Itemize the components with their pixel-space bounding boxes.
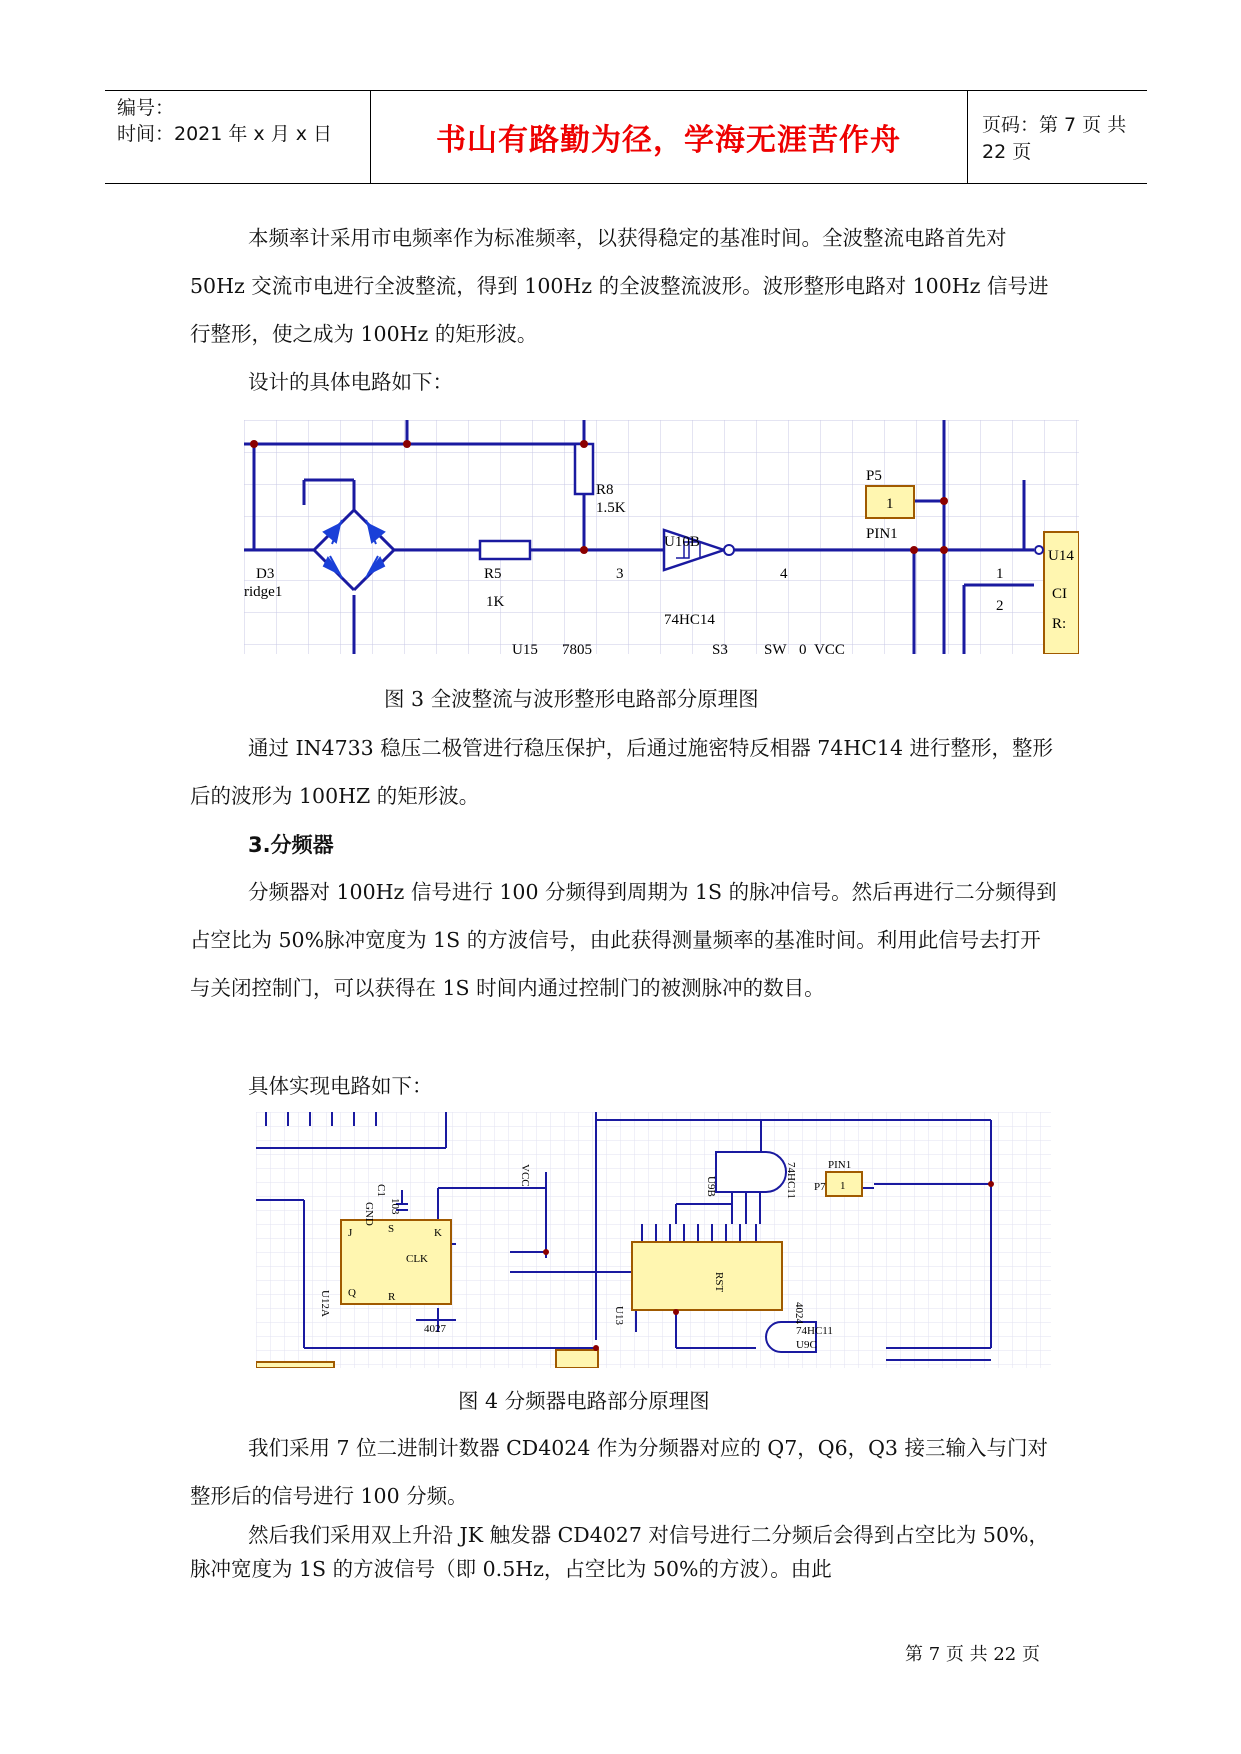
fig3-label-r5-value: 1K xyxy=(486,594,505,610)
fig4-label-s: S xyxy=(388,1223,395,1235)
fig3-label-net3: 3 xyxy=(616,566,624,582)
figure-3-caption: 图 3 全波整流与波形整形电路部分原理图 xyxy=(384,687,759,711)
fig4-label-u12a: U12A xyxy=(319,1290,331,1317)
fig4-label-pin1: PIN1 xyxy=(828,1159,852,1171)
fig3-label-74hc14: 74HC14 xyxy=(664,612,715,628)
fig3-label-u14: U14 xyxy=(1048,548,1074,564)
doc-number-label: 编号： xyxy=(117,97,175,119)
fig3-label-ck: CI xyxy=(1052,586,1067,602)
figure-4-schematic xyxy=(256,1112,1051,1372)
fig3-label-bridge: ridge1 xyxy=(244,584,283,600)
fig3-label-net4: 4 xyxy=(780,566,788,582)
paragraph-1: 本频率计采用市电频率作为标准频率，以获得稳定的基准时间。全波整流电路首先对 50Hz 交流市电进行全波整流，得到 100Hz 的全波整流波形。波形整形电路对 100Hz 信号进行整形，使之成为 100Hz 的矩形波。 xyxy=(190,226,1049,346)
fig3-label-r: R: xyxy=(1052,616,1067,632)
fig4-label-j: J xyxy=(348,1227,353,1239)
fig3-label-vcc: VCC xyxy=(814,642,845,654)
figure-4-caption: 图 4 分频器电路部分原理图 xyxy=(458,1389,710,1413)
fig4-label-74hc11-c: 74HC11 xyxy=(796,1325,833,1337)
page-header xyxy=(105,90,1147,184)
fig4-label-q: Q xyxy=(348,1287,356,1299)
fig3-label-d3: D3 xyxy=(256,566,275,582)
fig3-label-pin1: PIN1 xyxy=(866,526,898,542)
fig3-label-pin-1: 1 xyxy=(996,566,1004,582)
fig3-label-7805: 7805 xyxy=(562,642,592,654)
divider-schematic-svg xyxy=(256,1112,1051,1368)
fig4-label-gnd: GND xyxy=(363,1202,375,1226)
doc-time-label: 时间：2021 年 x 月 x 日 xyxy=(117,123,333,145)
paragraph-7: 然后我们采用双上升沿 JK 触发器 CD4027 对信号进行二分频后会得到占空比为 50%，脉冲宽度为 1S 的方波信号（即 0.5Hz，占空比为 50%的方波）。由此 xyxy=(190,1523,1049,1581)
header-motto: 书山有路勤为径，学海无涯苦作舟 xyxy=(370,91,968,183)
fig3-label-pin-2: 2 xyxy=(996,598,1004,614)
fig3-label-r8-value: 1.5K xyxy=(596,500,626,516)
fig4-label-rst: RST xyxy=(713,1272,725,1293)
fig4-label-u9c: U9C xyxy=(796,1339,817,1351)
fig3-label-r5: R5 xyxy=(484,566,502,582)
fig4-label-u9b: U9B xyxy=(705,1176,717,1197)
fig4-label-k: K xyxy=(434,1227,442,1239)
paragraph-5: 具体实现电路如下： xyxy=(248,1074,433,1098)
paragraph-4: 分频器对 100Hz 信号进行 100 分频得到周期为 1S 的脉冲信号。然后再进行二分频得到占空比为 50%脉冲宽度为 1S 的方波信号，由此获得测量频率的基准时间。利用此信号去打开与关闭控制门，可以获得在 1S 时间内通过控制门的被测脉冲的数目。 xyxy=(190,880,1057,1000)
rectifier-schematic-svg xyxy=(244,420,1079,654)
header-page-label: 页码：第 7 页 共 22 页 xyxy=(982,114,1127,163)
header-left-cell xyxy=(105,91,371,183)
fig3-label-p5: P5 xyxy=(866,468,882,484)
fig3-label-r8: R8 xyxy=(596,482,614,498)
fig3-label-p5-pin: 1 xyxy=(886,496,894,512)
fig3-label-sw: SW xyxy=(764,642,787,654)
paragraph-6: 我们采用 7 位二进制计数器 CD4024 作为分频器对应的 Q7，Q6，Q3 接三输入与门对整形后的信号进行 100 分频。 xyxy=(190,1436,1048,1508)
fig4-label-c1: C1 xyxy=(375,1184,387,1197)
fig4-label-u13: U13 xyxy=(613,1306,625,1325)
fig3-label-u10b: U10B xyxy=(664,534,700,550)
fig3-label-s3: S3 xyxy=(712,642,728,654)
fig3-label-u15: U15 xyxy=(512,642,538,654)
page-footer: 第 7 页 共 22 页 xyxy=(905,1644,1040,1665)
section-heading-divider: 3.分频器 xyxy=(248,833,334,857)
fig4-label-p7-pin: 1 xyxy=(840,1180,846,1192)
fig4-label-vcc: VCC xyxy=(519,1164,531,1187)
fig3-label-0: 0 xyxy=(799,642,807,654)
figure-3-schematic xyxy=(244,420,1079,658)
fig4-label-c1-value: 103 xyxy=(389,1198,401,1215)
fig4-label-clk: CLK xyxy=(406,1253,428,1265)
fig4-label-r: R xyxy=(388,1291,396,1303)
fig4-label-4027: 4027 xyxy=(424,1323,446,1335)
fig4-label-4024: 4024 xyxy=(793,1302,805,1324)
fig4-label-74hc11-b: 74HC11 xyxy=(785,1162,797,1199)
paragraph-3: 通过 IN4733 稳压二极管进行稳压保护，后通过施密特反相器 74HC14 进行整形，整形后的波形为 100HZ 的矩形波。 xyxy=(190,736,1054,808)
paragraph-2: 设计的具体电路如下： xyxy=(248,370,453,394)
fig4-label-p7: P7 xyxy=(814,1181,826,1193)
